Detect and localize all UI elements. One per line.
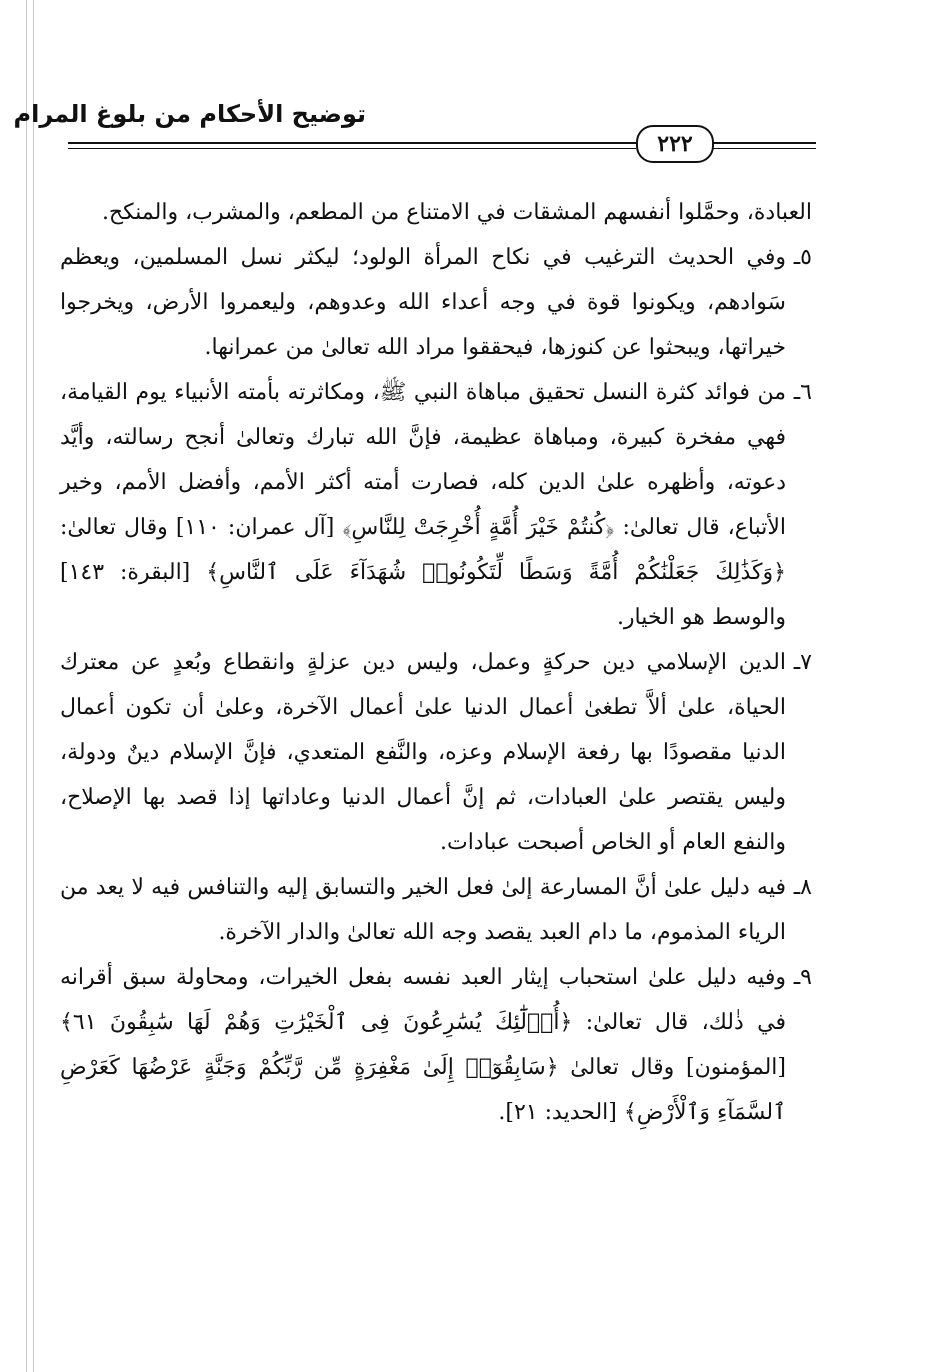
header-rule-left-thin — [68, 148, 636, 149]
paragraph-text: الدين الإسلامي دين حركةٍ وعمل، وليس دين عزلةٍ وانقطاع وبُعدٍ عن معترك الحياة، علىٰ ألاَّ تطغىٰ أعمال الدنيا علىٰ أعمال الآخرة، وعلىٰ أن تكون أعمال الدنيا مقصودًا بها رفعة الإسلام وعزه، والنَّفع المتعدي، فإنَّ الإسلام دينٌ ودولة، وليس يقتصر علىٰ العبادات، ثم إنَّ أعمال الدنيا وعاداتها إذا قصد بها الإصلاح، والنفع العام أو الخاص أصبحت عبادات. — [60, 650, 786, 855]
page-body — [60, 190, 812, 1135]
paragraph-text: وفيه دليل علىٰ استحباب إيثار العبد نفسه بفعل الخيرات، ومحاولة سبق أقرانه في ذٰلك، قال تعالىٰ: ﴿أُو۟لَٰٓئِكَ يُسَٰرِعُونَ فِى ٱلْخَيْرَٰتِ وَهُمْ لَهَا سَٰبِقُونَ ٦١﴾ [المؤمنون] وقال تعالىٰ ﴿سَابِقُوٓا۟ إِلَىٰ مَغْفِرَةٍ مِّن رَّبِّكُمْ وَجَنَّةٍ عَرْضُهَا كَعَرْضِ ٱلسَّمَآءِ وَٱلْأَرْضِ﴾ [الحديد: ٢١]. — [60, 965, 786, 1125]
page-number: ٢٢٢ — [636, 125, 714, 163]
running-header-title: توضيح الأحكام من بلوغ المرام — [13, 100, 366, 128]
header-rule-right — [712, 142, 816, 144]
paragraph-text: فيه دليل علىٰ أنَّ المسارعة إلىٰ فعل الخير والتسابق إليه والتنافس فيه لا يعد من الرياء المذموم، ما دام العبد يقصد وجه الله تعالىٰ والدار الآخرة. — [60, 875, 786, 945]
numbered-paragraph-7 — [60, 640, 812, 865]
header-rule-right-thin — [712, 148, 816, 149]
numbered-paragraph-6 — [60, 370, 812, 640]
left-margin-line — [26, 0, 27, 1372]
paragraph-text: وفي الحديث الترغيب في نكاح المرأة الولود؛ ليكثر نسل المسلمين، ويعظم سَوادهم، ويكونوا قوة في وجه أعداء الله وعدوهم، وليعمروا الأرض، ويخرجوا خيراتها، ويبحثوا عن كنوزها، فيحققوا مراد الله تعالىٰ من عمرانها. — [60, 245, 786, 360]
numbered-paragraph-5 — [60, 235, 812, 370]
header-rule-left — [68, 142, 636, 144]
paragraph-text: من فوائد كثرة النسل تحقيق مباهاة النبي ﷺ، ومكاثرته بأمته الأنبياء يوم القيامة، فهي مفخرة كبيرة، ومباهاة عظيمة، فإنَّ الله تبارك وتعالىٰ أنجح رسالته، وأيَّد دعوته، وأظهره علىٰ الدين كله، فصارت أمته أكثر الأمم، وأفضل الأمم، وخير الأتباع، قال تعالىٰ: ﴿كُنتُمْ خَيْرَ أُمَّةٍ أُخْرِجَتْ لِلنَّاسِ﴾ [آل عمران: ١١٠] وقال تعالىٰ: ﴿وَكَذَٰلِكَ جَعَلْنَٰكُمْ أُمَّةً وَسَطًا لِّتَكُونُوا۟ شُهَدَآءَ عَلَى ٱلنَّاسِ﴾ [البقرة: ١٤٣] والوسط هو الخيار. — [60, 380, 786, 630]
left-margin-line-inner — [33, 0, 34, 1372]
paragraph-continuation: العبادة، وحمَّلوا أنفسهم المشقات في الامتناع من المطعم، والمشرب، والمنكح. — [101, 200, 812, 225]
paragraph-number: ٧ـ — [793, 650, 812, 675]
numbered-paragraph-8 — [60, 865, 812, 955]
paragraph-number: ٦ـ — [793, 380, 812, 405]
paragraph-number: ٨ـ — [793, 875, 812, 900]
numbered-paragraph-9 — [60, 955, 812, 1135]
paragraph-number: ٥ـ — [793, 245, 812, 270]
paragraph-number: ٩ـ — [793, 965, 812, 990]
